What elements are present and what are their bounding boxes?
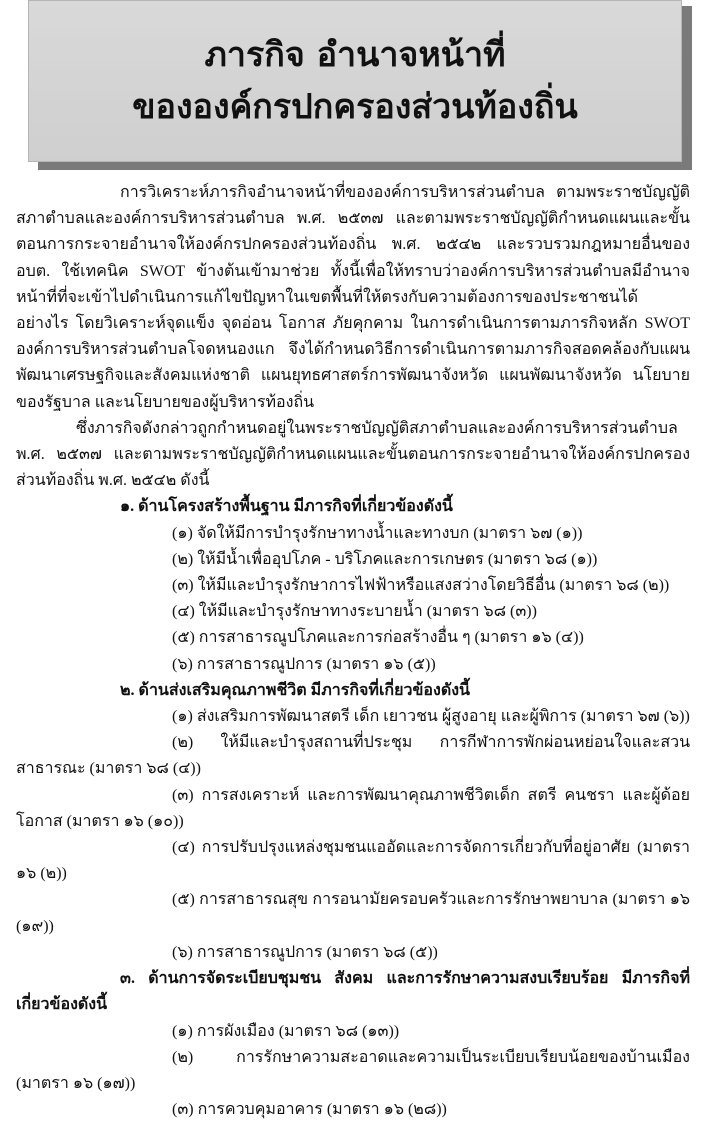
section-1-item-3: (๓) ให้มีและบำรุงรักษาการไฟฟ้าหรือแสงสว่างโดยวิธีอื่น (มาตรา ๖๘ (๒)) xyxy=(172,577,670,595)
page-title-line-2: ขององค์กรปกครองส่วนท้องถิ่น xyxy=(132,87,578,127)
section-2-item-3: (๓) การสงเคราะห์ และการพัฒนาคุณภาพชีวิตเด็ก สตรี คนชรา และผู้ด้อยโอกาส (มาตรา ๑๖ (๑๐)) xyxy=(16,786,690,830)
section-1-item-1: (๑) จัดให้มีการบำรุงรักษาทางน้ำและทางบก (มาตรา ๖๗ (๑)) xyxy=(172,524,583,542)
page-title-line-1: ภารกิจ อำนาจหน้าที่ xyxy=(204,35,506,75)
section-2-item-5: (๕) การสาธารณสุข การอนามัยครอบครัวและการรักษาพยาบาล (มาตรา ๑๖ (๑๙)) xyxy=(16,891,690,935)
document-body xyxy=(16,180,690,1123)
section-2-item-4: (๔) การปรับปรุงแหล่งชุมชนแออัดและการจัดการเกี่ยวกับที่อยู่อาศัย (มาตรา ๑๖ (๒)) xyxy=(16,839,690,883)
section-3-heading: ๓. ด้านการจัดระเบียบชุมชน สังคม และการรักษาความสงบเรียบร้อย มีภารกิจที่เกี่ยวข้องดังนี้ xyxy=(16,970,690,1014)
section-3-item-1: (๑) การผังเมือง (มาตรา ๖๘ (๑๓)) xyxy=(172,1022,400,1040)
section-2-item-2: (๒) ให้มีและบำรุงสถานที่ประชุม การกีฬาการพักผ่อนหย่อนใจและสวนสาธารณะ (มาตรา ๖๘ (๔)) xyxy=(16,734,690,778)
section-1-item-5: (๕) การสาธารณูปโภคและการก่อสร้างอื่น ๆ (มาตรา ๑๖ (๔)) xyxy=(172,629,584,647)
section-2-item-6: (๖) การสาธารณูปการ (มาตรา ๖๘ (๕)) xyxy=(172,943,438,961)
section-2-heading: ๒. ด้านส่งเสริมคุณภาพชีวิต มีภารกิจที่เกี่ยวข้องดังนี้ xyxy=(120,681,470,699)
intro-paragraph-1: การวิเคราะห์ภารกิจอำนาจหน้าที่ขององค์การบริหารส่วนตำบล ตามพระราชบัญญัติสภาตำบลและองค์การบริหารส่วนตำบล พ.ศ. ๒๕๓๗ และตามพระราชบัญญัติกำหนดแผนและขั้นตอนการกระจายอำนาจให้องค์กรปกครองส่วนท้องถิ่น พ.ศ. ๒๕๔๒ และรวบรวมกฎหมายอื่นของ อบต. ใช้เทคนิค SWOT ข้างต้นเข้ามาช่วย ทั้งนี้เพื่อให้ทราบว่าองค์การบริหารส่วนตำบลมีอำนาจหน้าที่ที่จะเข้าไปดำเนินการแก้ไขปัญหาในเขตพื้นที่ให้ตรงกับความต้องการของประชาชนได้อย่างไร โดยวิเคราะห์จุดแข็ง จุดอ่อน โอกาส ภัยคุกคาม ในการดำเนินการตามภารกิจหลัก SWOT องค์การบริหารส่วนตำบลโจดหนองแก จึงได้กำหนดวิธีการดำเนินการตามภารกิจสอดคล้องกับแผนพัฒนาเศรษฐกิจและสังคมแห่งชาติ แผนยุทธศาสตร์การพัฒนาจังหวัด แผนพัฒนาจังหวัด นโยบายของรัฐบาล และนโยบายของผู้บริหารท้องถิ่น xyxy=(16,184,690,411)
section-1-item-2: (๒) ให้มีน้ำเพื่ออุปโภค - บริโภคและการเกษตร (มาตรา ๖๘ (๑)) xyxy=(172,550,598,568)
section-1-item-4: (๔) ให้มีและบำรุงรักษาทางระบายน้ำ (มาตรา ๖๘ (๓)) xyxy=(172,603,537,621)
title-box xyxy=(28,0,682,162)
section-1-item-6: (๖) การสาธารณูปการ (มาตรา ๑๖ (๕)) xyxy=(172,655,436,673)
section-3-item-2: (๒) การรักษาความสะอาดและความเป็นระเบียบเรียบน้อยของบ้านเมือง (มาตรา ๑๖ (๑๗)) xyxy=(16,1048,690,1092)
section-1-heading: ๑. ด้านโครงสร้างพื้นฐาน มีภารกิจที่เกี่ยวข้องดังนี้ xyxy=(120,498,453,516)
intro-paragraph-2: ซึ่งภารกิจดังกล่าวถูกกำหนดอยู่ในพระราชบัญญัติสภาตำบลและองค์การบริหารส่วนตำบล พ.ศ. ๒๕๓๗ และตามพระราชบัญญัติกำหนดแผนและขั้นตอนการกระจายอำนาจให้องค์กรปกครองส่วนท้องถิ่น พ.ศ. ๒๕๔๒ ดังนี้ xyxy=(16,419,690,490)
section-2-item-1: (๑) ส่งเสริมการพัฒนาสตรี เด็ก เยาวชน ผู้สูงอายุ และผู้พิการ (มาตรา ๖๗ (๖)) xyxy=(172,708,690,726)
section-3-item-3: (๓) การควบคุมอาคาร (มาตรา ๑๖ (๒๘)) xyxy=(172,1101,447,1119)
